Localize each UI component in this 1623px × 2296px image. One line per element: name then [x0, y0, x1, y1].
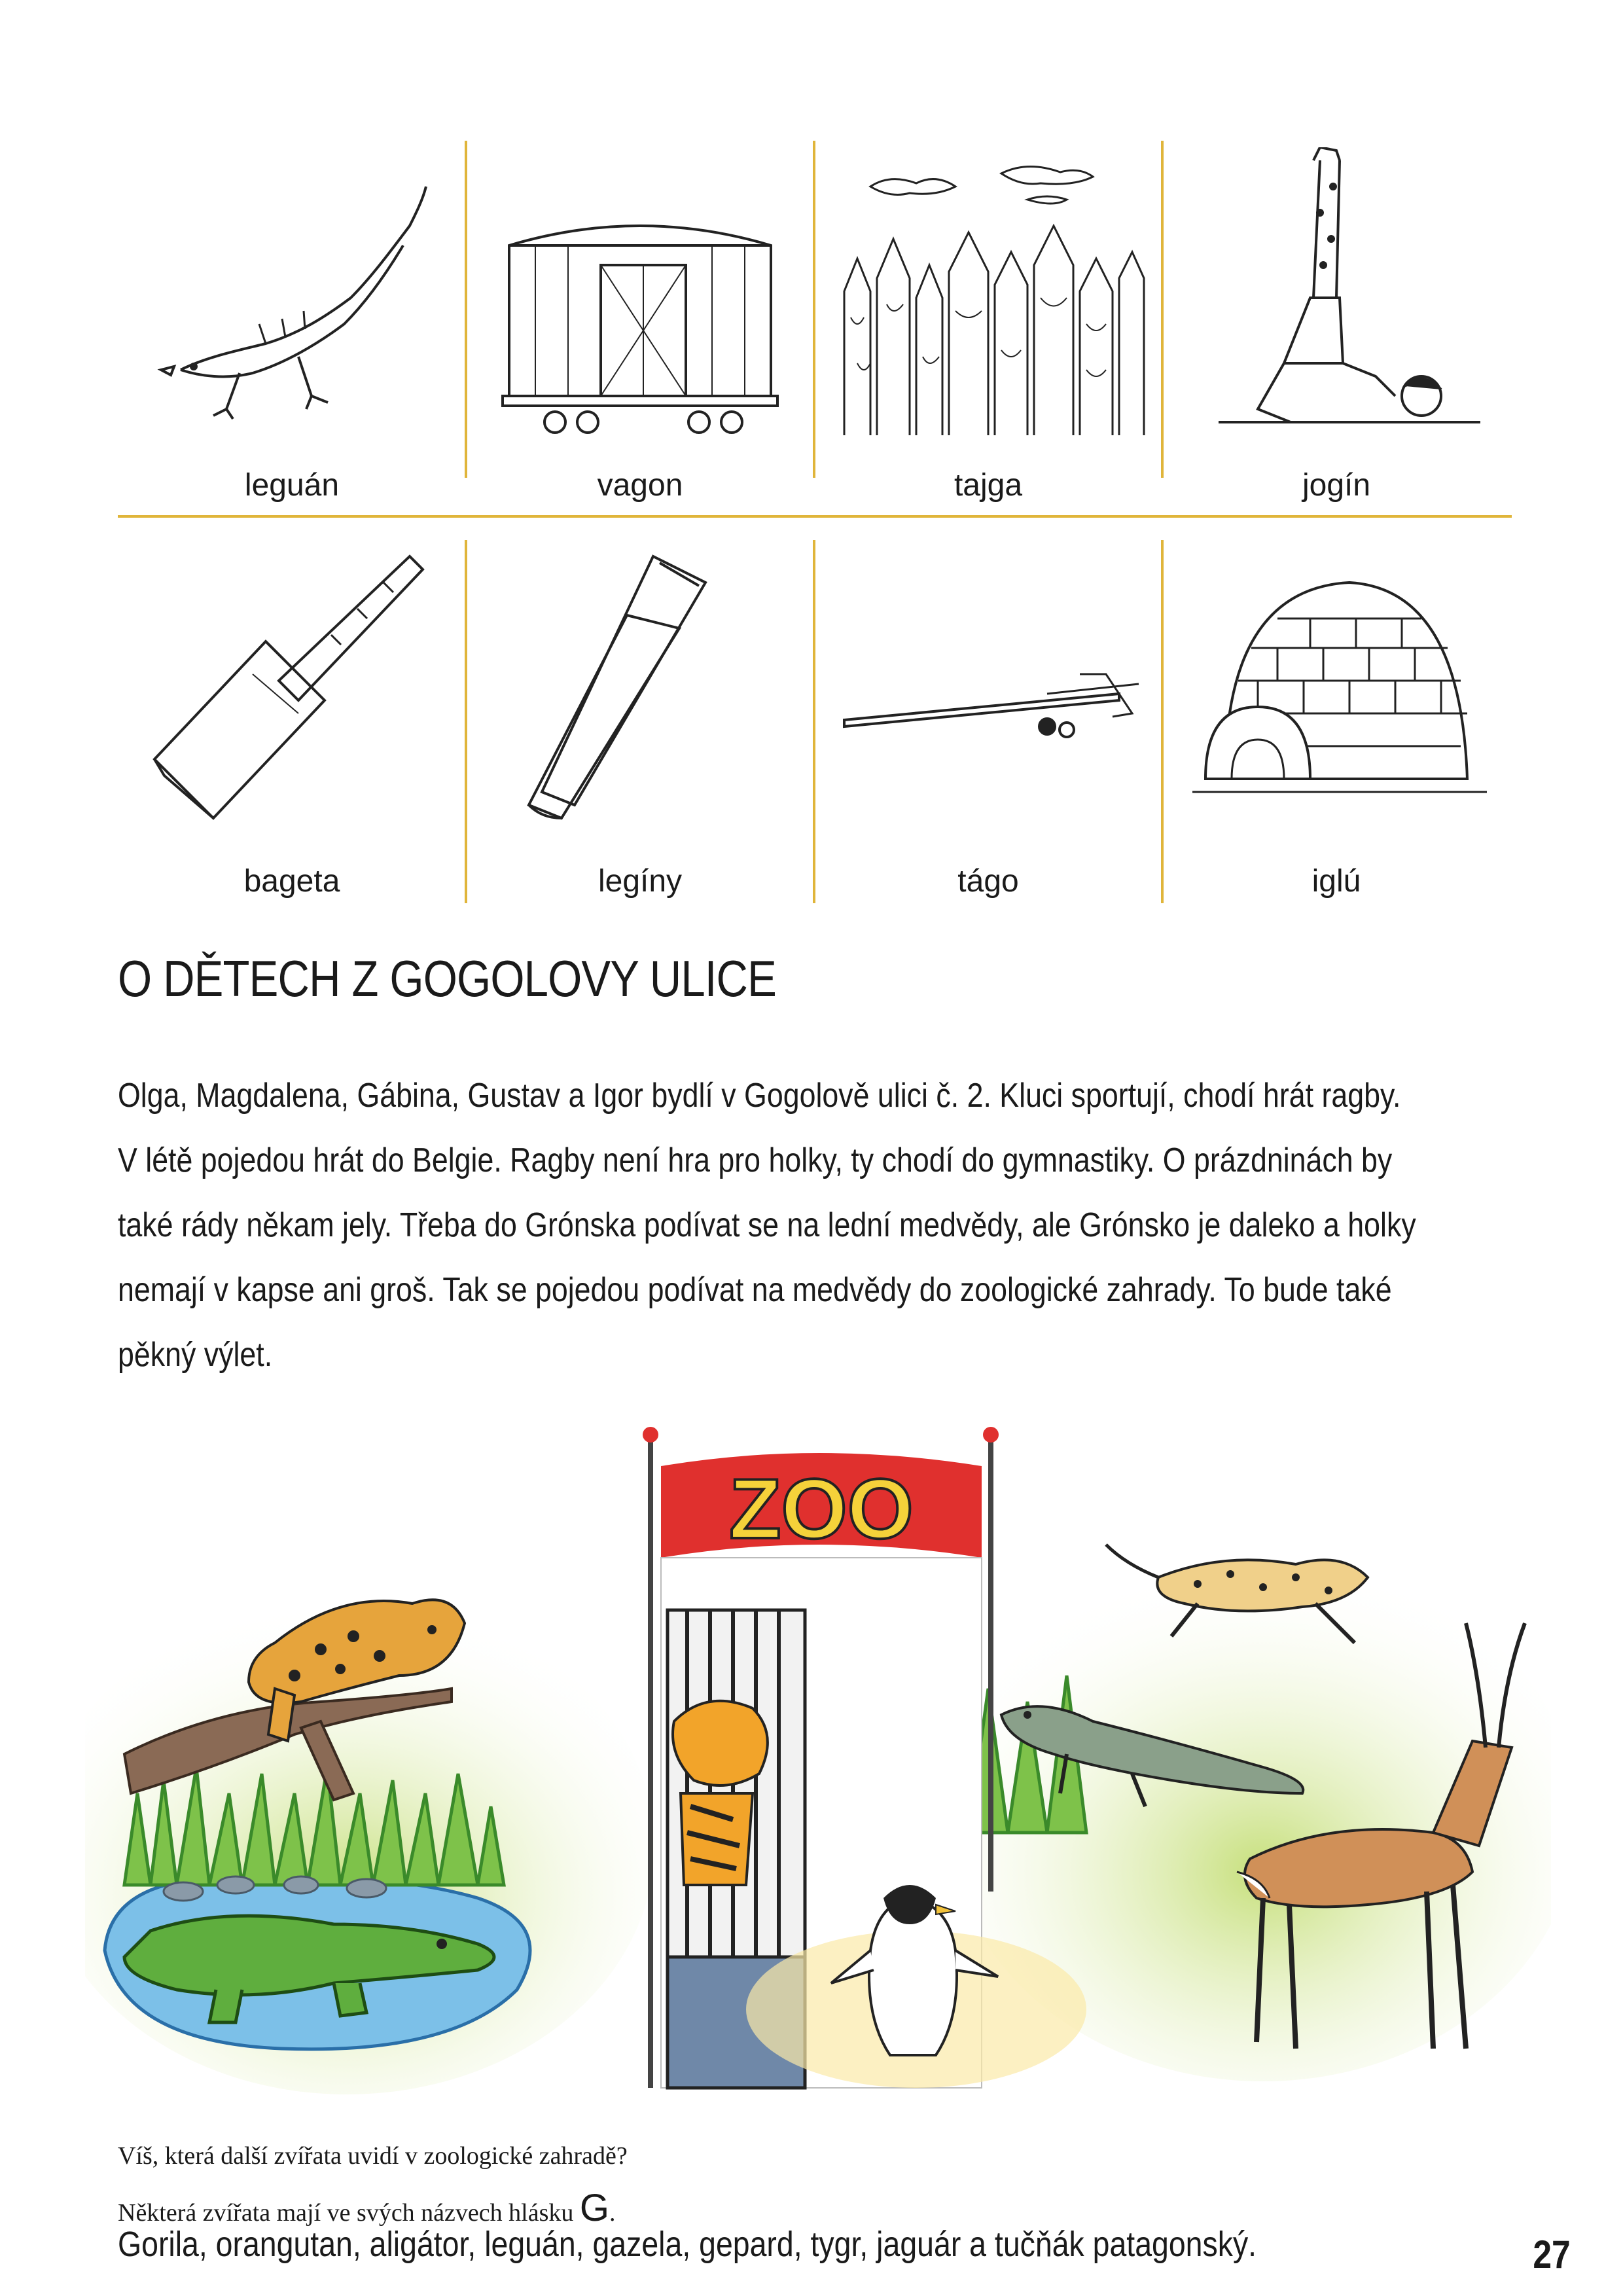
cell-label: tajga — [954, 468, 1023, 503]
grid-cell — [814, 537, 1162, 903]
wagon-icon — [483, 147, 797, 435]
cell-label: jogín — [1302, 468, 1371, 503]
hint-end: . — [609, 2199, 616, 2227]
answer-text: Gorila, orangutan, aligátor, leguán, gazela, gepard, tygr, jaguár a tučňák patagonský. — [118, 2225, 1257, 2264]
iguana-icon — [135, 147, 449, 435]
story-line: Olga, Magdalena, Gábina, Gustav a Igor bydlí v Gogolově ulici č. 2. Kluci sportují, chodí hrát ragby. — [118, 1077, 1401, 1115]
igloo-icon — [1179, 543, 1493, 831]
picture-grid — [118, 141, 1512, 903]
grid-cell — [1162, 141, 1510, 507]
cue-icon — [831, 543, 1145, 831]
baguette-icon — [135, 543, 449, 831]
hint-sentence: Některá zvířata mají ve svých názvech hlásku — [118, 2199, 574, 2227]
hint-text — [118, 2186, 615, 2230]
grid-divider — [118, 515, 1512, 518]
cell-label: legíny — [597, 864, 683, 899]
cell-label: bageta — [243, 864, 340, 899]
page-number: 27 — [1533, 2233, 1571, 2276]
leggings-icon — [483, 543, 797, 831]
cell-label: tágo — [957, 864, 1019, 899]
grid-cell — [118, 141, 466, 507]
zoo-illustration — [85, 1427, 1551, 2101]
taiga-icon — [831, 147, 1145, 435]
grid-cell — [118, 537, 466, 903]
grid-cell — [466, 537, 814, 903]
grid-cell — [466, 141, 814, 507]
page-title: O DĚTECH Z GOGOLOVY ULICE — [118, 950, 777, 1007]
hint-letter: G — [579, 2187, 609, 2229]
cell-label: iglú — [1311, 864, 1361, 899]
grid-cell — [1162, 537, 1510, 903]
story-line: V létě pojedou hrát do Belgie. Ragby není hra pro holky, ty chodí do gymnastiky. O prázdninách by — [118, 1141, 1393, 1179]
yogi-icon — [1179, 147, 1493, 435]
story-line: pěkný výlet. — [118, 1336, 273, 1374]
zoo-sign-text: ZOO — [729, 1461, 914, 1556]
grid-cell — [814, 141, 1162, 507]
story-line: nemají v kapse ani groš. Tak se pojedou podívat na medvědy do zoologické zahrady. To bude také — [118, 1271, 1392, 1309]
zoo-scene — [85, 1427, 1551, 2101]
story-line: také rády někam jely. Třeba do Grónska podívat se na lední medvědy, ale Grónsko je daleko a holky — [118, 1206, 1416, 1244]
question-text: Víš, která další zvířata uvidí v zoologické zahradě? — [118, 2142, 628, 2170]
story-text — [118, 1064, 1469, 1388]
cell-label: vagon — [597, 468, 683, 503]
cell-label: leguán — [244, 468, 340, 503]
